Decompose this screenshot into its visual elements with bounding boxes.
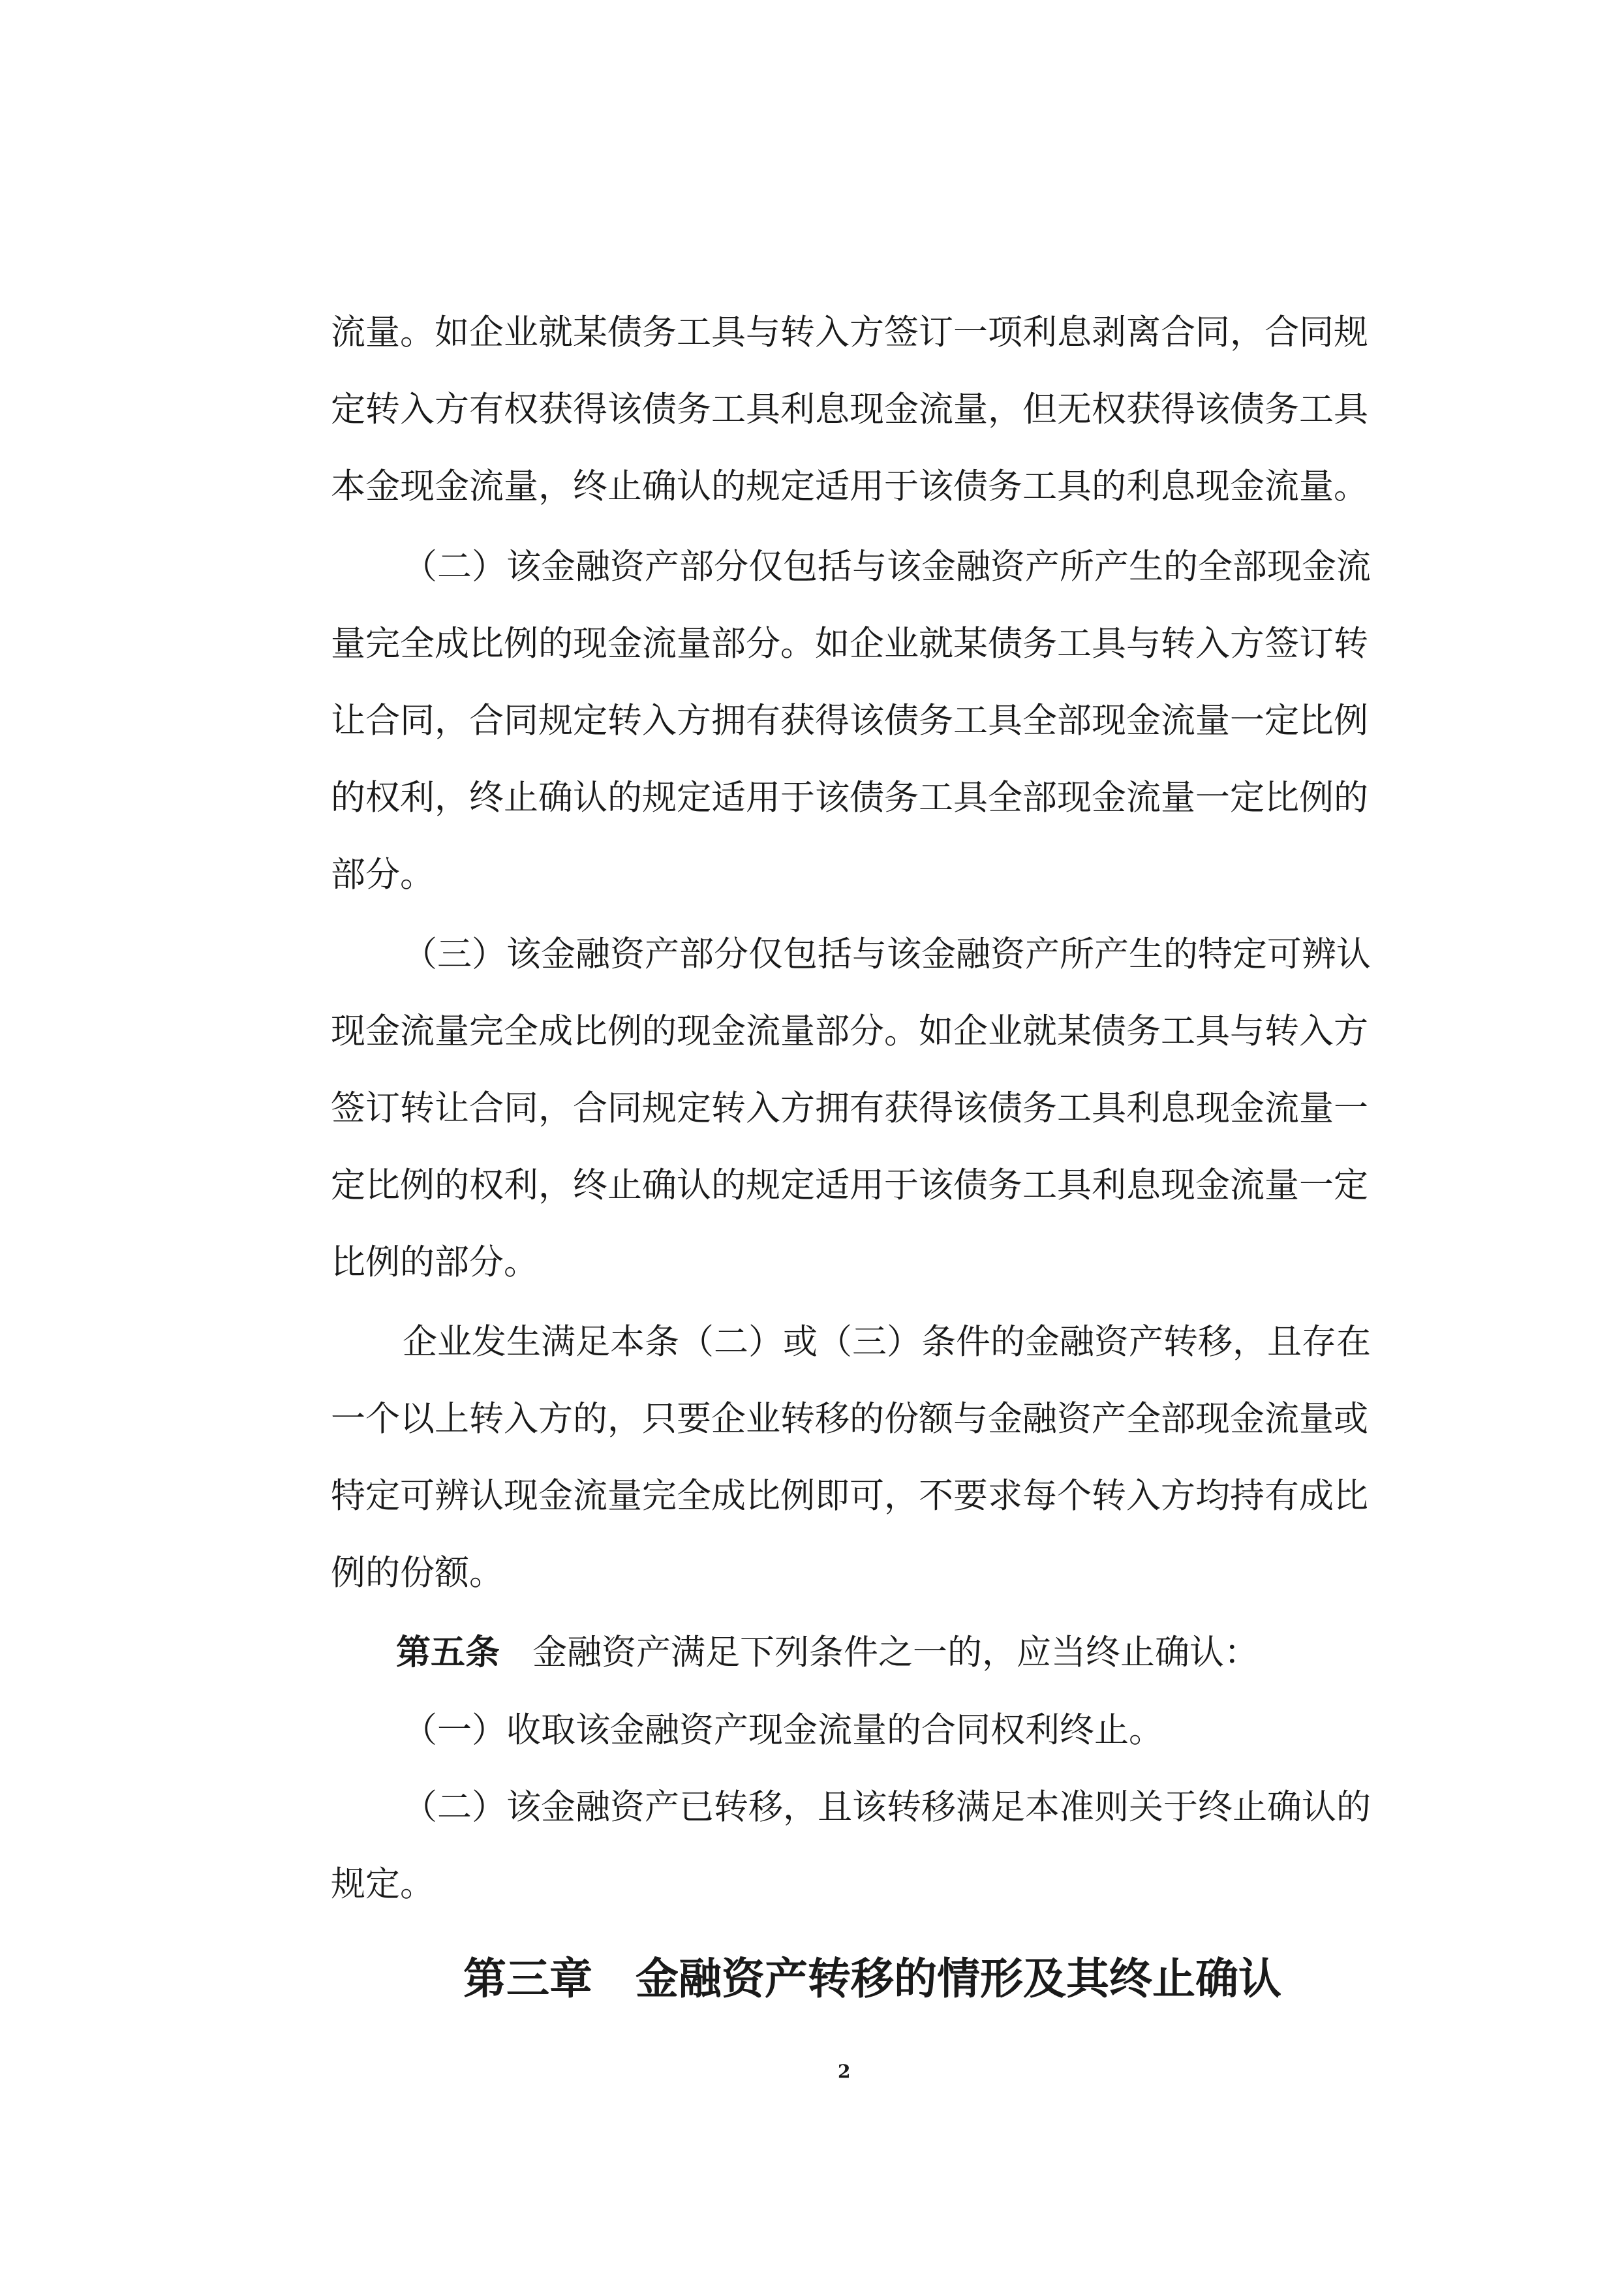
paragraph-2-first-line: （二）该金融资产部分仅包括与该金融资产所产生的全部现金流 [403,547,1371,587]
body-line: 的权利，终止确认的规定适用于该债务工具全部现金流量一定比例的 [331,778,1368,818]
chapter-heading: 第三章 金融资产转移的情形及其终止确认 [463,1953,1281,2004]
body-line: 定比例的权利，终止确认的规定适用于该债务工具利息现金流量一定 [331,1165,1368,1205]
body-line: 让合同，合同规定转入方拥有获得该债务工具全部现金流量一定比例 [331,701,1368,741]
body-line: 现金流量完全成比例的现金流量部分。如企业就某债务工具与转入方 [331,1011,1368,1051]
paragraph-3-first-line: （三）该金融资产部分仅包括与该金融资产所产生的特定可辨认 [403,934,1371,974]
body-line: 一个以上转入方的，只要企业转移的份额与金融资产全部现金流量或 [331,1399,1368,1439]
article-5-heading [396,1633,1259,1672]
article-5-label: 第五条 [396,1632,500,1672]
body-line: 比例的部分。 [331,1242,538,1282]
body-line: 定转入方有权获得该债务工具利息现金流量，但无权获得该债务工具 [331,390,1368,429]
body-line: 流量。如企业就某债务工具与转入方签订一项利息剥离合同，合同规 [331,313,1368,352]
body-line: 量完全成比例的现金流量部分。如企业就某债务工具与转入方签订转 [331,624,1368,664]
body-line: 特定可辨认现金流量完全成比例即可，不要求每个转入方均持有成比 [331,1476,1368,1516]
article-5-item-2: （二）该金融资产已转移，且该转移满足本准则关于终止确认的 [403,1787,1371,1827]
body-line: 规定。 [331,1864,435,1904]
body-line: 部分。 [331,855,435,895]
page-number: 2 [838,2061,851,2082]
body-line: 例的份额。 [331,1553,504,1593]
article-5-text: 金融资产满足下列条件之一的，应当终止确认： [532,1633,1259,1672]
body-line: 签订转让合同，合同规定转入方拥有获得该债务工具利息现金流量一 [331,1088,1368,1128]
paragraph-4-first-line: 企业发生满足本条（二）或（三）条件的金融资产转移，且存在 [403,1322,1371,1362]
body-line: 本金现金流量，终止确认的规定适用于该债务工具的利息现金流量。 [331,467,1368,506]
article-5-item-1: （一）收取该金融资产现金流量的合同权利终止。 [403,1710,1163,1750]
